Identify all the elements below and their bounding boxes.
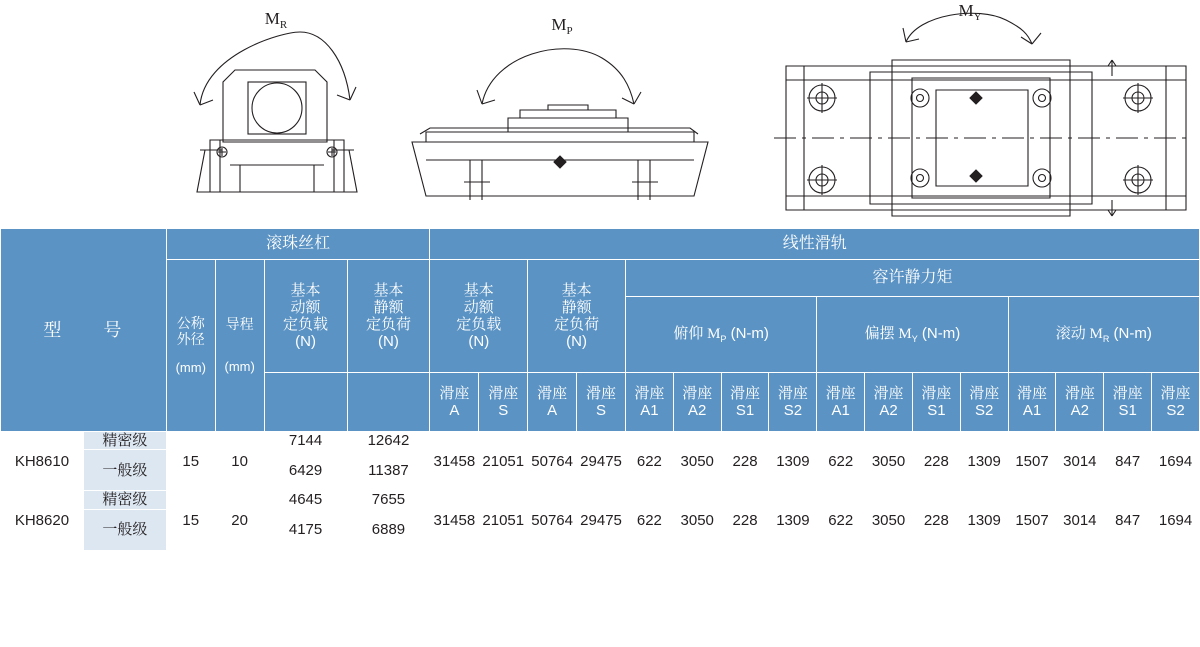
label-mp: $M_P$ — [551, 15, 573, 37]
slider-label-code: A2 — [879, 402, 898, 419]
screw-dynamic-l4: (N) — [295, 333, 316, 351]
header-blank-1 — [264, 373, 347, 432]
pitch-unit: (N-m) — [730, 324, 769, 342]
row-screw-static: 6889 — [347, 509, 430, 550]
header-pitch-s2 — [769, 373, 817, 432]
rail-dynamic-l4: (N) — [468, 333, 490, 351]
row-pitch-a1: 622 — [625, 491, 673, 550]
row-grade: 精密级 — [83, 432, 166, 450]
slider-label-text: 滑座 — [634, 384, 665, 402]
rail-dynamic-l3: 定负载 — [456, 316, 502, 333]
slider-label-text: 滑座 — [1064, 384, 1095, 402]
lead-unit: (mm) — [224, 359, 255, 375]
lead-line1: 导程 — [225, 315, 254, 332]
screw-static-l4: (N) — [378, 333, 399, 351]
header-static-moment: 容许静力矩 — [625, 260, 1199, 297]
slider-label-text: 滑座 — [921, 384, 952, 402]
row-lead: 10 — [215, 432, 264, 491]
row-yaw-a1: 622 — [817, 491, 865, 550]
row-screw-dynamic: 4175 — [264, 509, 347, 550]
header-rail-static-load — [528, 260, 626, 373]
row-yaw-s1: 228 — [912, 491, 960, 550]
row-roll-s1: 847 — [1104, 491, 1152, 550]
rail-static-l2: 静额 — [561, 298, 592, 316]
row-pitch-s1: 228 — [721, 432, 769, 491]
yaw-sub: Y — [911, 333, 918, 344]
row-roll-s2: 1694 — [1152, 432, 1200, 491]
header-yaw-a2 — [865, 373, 913, 432]
slider-label-code: A1 — [1022, 402, 1042, 419]
header-screw-dynamic-load — [264, 260, 347, 373]
row-rail-static-s: 29475 — [577, 432, 626, 491]
header-yaw-s2 — [960, 373, 1008, 432]
spec-table — [0, 228, 1200, 551]
screw-dynamic-l3: 定负载 — [283, 316, 329, 333]
slider-label-text: 滑座 — [777, 384, 808, 402]
slider-label-text: 滑座 — [1160, 384, 1191, 402]
rail-dynamic-l2: 动额 — [463, 298, 494, 316]
screw-static-l1: 基本 — [373, 281, 404, 299]
slider-label-text: 滑座 — [730, 384, 761, 402]
header-rail-static-slider-a — [528, 373, 577, 432]
slider-label-code: A — [547, 402, 558, 419]
header-rail-static-slider-s — [577, 373, 626, 432]
nominal-diameter-line2: 外径 — [176, 331, 205, 348]
header-pitch-s1 — [721, 373, 769, 432]
row-rail-static-s: 29475 — [577, 491, 626, 550]
diagram-row — [0, 0, 1200, 228]
screw-static-l2: 静额 — [373, 298, 404, 316]
header-model: 型 号 — [1, 229, 167, 432]
slider-label-text: 滑座 — [825, 384, 856, 402]
screw-static-l3: 定负荷 — [365, 316, 411, 333]
row-rail-static-a: 50764 — [528, 491, 577, 550]
row-screw-dynamic: 6429 — [264, 450, 347, 491]
nominal-diameter-unit: (mm) — [175, 360, 206, 376]
roll-label: 滚动 M — [1055, 325, 1103, 342]
row-screw-dynamic: 7144 — [264, 432, 347, 450]
roll-unit: (N-m) — [1113, 324, 1152, 342]
header-rail-dynamic-slider-a — [430, 373, 479, 432]
yaw-moment-diagram — [760, 0, 1200, 228]
yaw-label: 偏摆 M — [864, 325, 912, 342]
header-roll-s2 — [1152, 373, 1200, 432]
header-roll-a1 — [1008, 373, 1056, 432]
header-screw-static-load — [347, 260, 430, 373]
header-roll-a2 — [1056, 373, 1104, 432]
nominal-diameter-line1: 公称 — [176, 314, 205, 331]
slider-label-text: 滑座 — [439, 384, 470, 402]
label-my: $M_Y$ — [958, 1, 982, 23]
row-nominal-diameter: 15 — [166, 432, 215, 491]
slider-label-code: A1 — [640, 402, 659, 419]
header-nominal-diameter — [166, 260, 215, 432]
row-screw-dynamic: 4645 — [264, 491, 347, 509]
row-screw-static: 11387 — [347, 450, 430, 491]
row-roll-a2: 3014 — [1056, 491, 1104, 550]
slider-label-text: 滑座 — [873, 384, 904, 402]
slider-label-code: A2 — [688, 402, 707, 419]
row-pitch-a1: 622 — [625, 432, 673, 491]
row-pitch-s2: 1309 — [769, 432, 817, 491]
row-screw-static: 7655 — [347, 491, 430, 509]
header-rail-dynamic-load — [430, 260, 528, 373]
header-yaw-s1 — [912, 373, 960, 432]
row-pitch-s1: 228 — [721, 491, 769, 550]
pitch-sub: P — [720, 333, 727, 344]
slider-label-text: 滑座 — [488, 384, 519, 402]
label-mr: $M_R$ — [264, 9, 288, 31]
row-rail-dynamic-a: 31458 — [430, 491, 479, 550]
slider-label-code: S2 — [783, 402, 803, 419]
rolling-moment-diagram — [160, 0, 390, 228]
header-yaw-moment — [817, 296, 1008, 372]
slider-label-text: 滑座 — [969, 384, 1000, 402]
row-pitch-s2: 1309 — [769, 491, 817, 550]
header-roll-moment — [1008, 296, 1199, 372]
rail-dynamic-l1: 基本 — [463, 281, 494, 299]
roll-sub: R — [1102, 333, 1110, 344]
screw-dynamic-l2: 动额 — [290, 298, 321, 316]
table-row — [1, 432, 1200, 450]
row-roll-s2: 1694 — [1152, 491, 1200, 550]
row-screw-static: 12642 — [347, 432, 430, 450]
row-yaw-s2: 1309 — [960, 491, 1008, 550]
slider-label-code: S1 — [927, 402, 946, 419]
row-yaw-s2: 1309 — [960, 432, 1008, 491]
slider-label-text: 滑座 — [1112, 384, 1143, 402]
row-model: KH8620 — [1, 491, 84, 550]
pitch-moment-diagram — [390, 0, 720, 228]
header-rail-dynamic-slider-s — [479, 373, 528, 432]
slider-label-code: S1 — [735, 402, 755, 419]
slider-label-text: 滑座 — [682, 384, 713, 402]
row-roll-a2: 3014 — [1056, 432, 1104, 491]
slider-label-text: 滑座 — [1017, 384, 1048, 402]
row-pitch-a2: 3050 — [673, 432, 721, 491]
row-rail-static-a: 50764 — [528, 432, 577, 491]
pitch-label: 俯仰 M — [673, 325, 721, 342]
slider-label-code: S — [498, 402, 509, 419]
header-linear-rail: 线性滑轨 — [430, 229, 1200, 260]
row-rail-dynamic-s: 21051 — [479, 491, 528, 550]
row-yaw-a2: 3050 — [865, 491, 913, 550]
row-grade: 一般级 — [83, 450, 166, 491]
rail-static-l1: 基本 — [561, 281, 592, 299]
slider-label-text: 滑座 — [586, 384, 617, 402]
screw-dynamic-l1: 基本 — [290, 281, 321, 299]
row-model: KH8610 — [1, 432, 84, 491]
row-lead: 20 — [215, 491, 264, 550]
row-roll-a1: 1507 — [1008, 491, 1056, 550]
row-nominal-diameter: 15 — [166, 491, 215, 550]
header-pitch-a2 — [673, 373, 721, 432]
rail-static-l4: (N) — [566, 333, 587, 351]
rail-static-l3: 定负荷 — [554, 316, 600, 333]
header-roll-s1 — [1104, 373, 1152, 432]
slider-label-code: S2 — [1166, 402, 1185, 419]
slider-label-code: A2 — [1070, 402, 1090, 419]
header-yaw-a1 — [817, 373, 865, 432]
row-yaw-s1: 228 — [912, 432, 960, 491]
header-ball-screw: 滚珠丝杠 — [166, 229, 430, 260]
row-roll-a1: 1507 — [1008, 432, 1056, 491]
row-rail-dynamic-s: 21051 — [479, 432, 528, 491]
header-pitch-a1 — [625, 373, 673, 432]
row-yaw-a2: 3050 — [865, 432, 913, 491]
slider-label-code: S2 — [975, 402, 994, 419]
row-yaw-a1: 622 — [817, 432, 865, 491]
slider-label-code: A — [449, 402, 460, 419]
row-grade: 一般级 — [83, 509, 166, 550]
row-roll-s1: 847 — [1104, 432, 1152, 491]
slider-label-code: A1 — [831, 402, 850, 419]
header-lead — [215, 260, 264, 432]
header-blank-2 — [347, 373, 430, 432]
slider-label-text: 滑座 — [537, 384, 568, 402]
table-row — [1, 491, 1200, 509]
row-grade: 精密级 — [83, 491, 166, 509]
yaw-unit: (N-m) — [921, 324, 961, 342]
row-rail-dynamic-a: 31458 — [430, 432, 479, 491]
header-pitch-moment — [625, 296, 816, 372]
row-pitch-a2: 3050 — [673, 491, 721, 550]
slider-label-code: S — [596, 402, 607, 419]
slider-label-code: S1 — [1118, 402, 1137, 419]
